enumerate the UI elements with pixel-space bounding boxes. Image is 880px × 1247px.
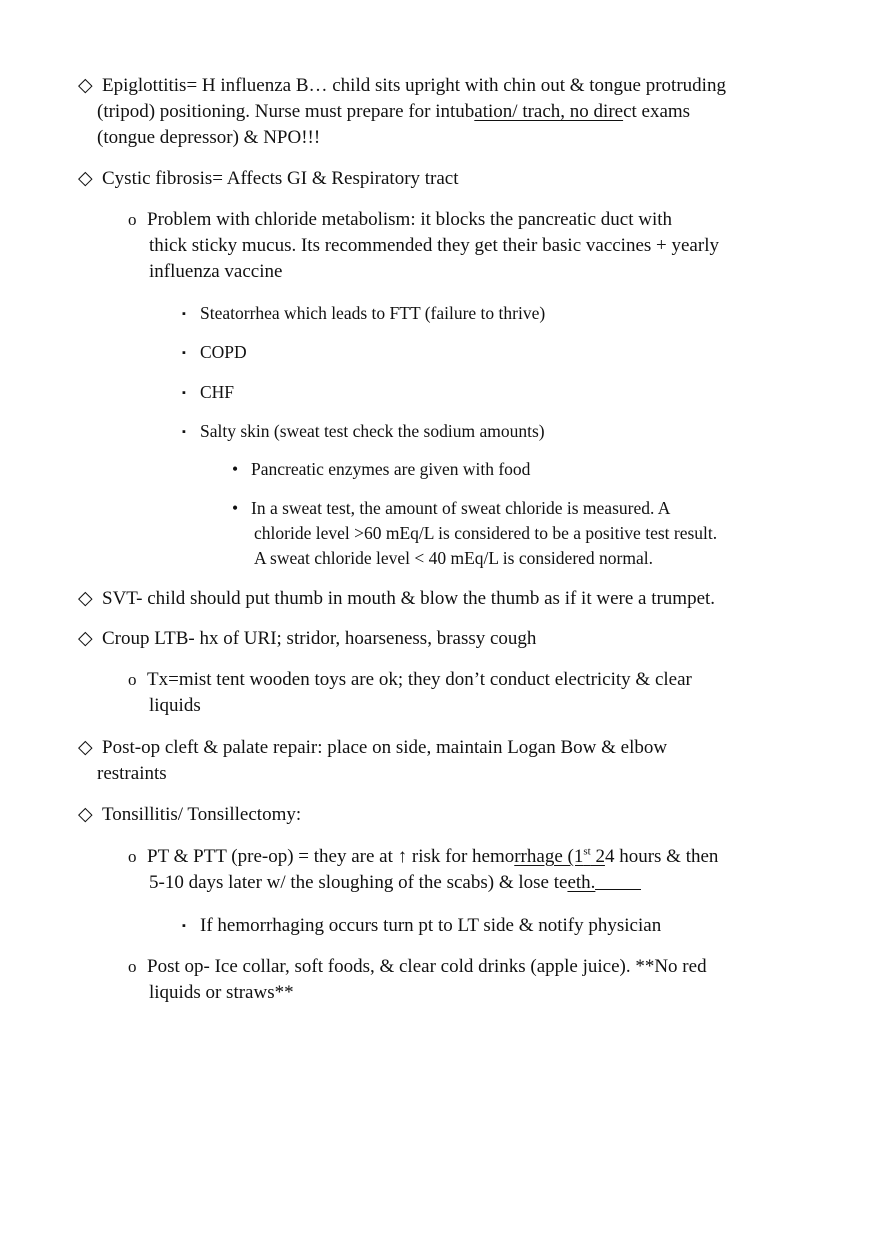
- circle-bullet-icon: o: [128, 210, 137, 229]
- circle-bullet-icon: o: [128, 957, 137, 976]
- circle-bullet-icon: o: [128, 670, 137, 689]
- cf-item-chf: ▪ CHF: [182, 379, 234, 406]
- cf-item-salty-skin: ▪ Salty skin (sweat test check the sodium amounts): [182, 418, 545, 445]
- dot-bullet-icon: •: [232, 459, 239, 479]
- tonsil-hemorrhage-item: ▪ If hemorrhaging occurs turn pt to LT side & notify physician: [182, 912, 661, 939]
- cf-chloride-item: o Problem with chloride metabolism: it blocks the pancreatic duct with thick sticky mucus. Its recommended they get their basic vaccines + yearly influenza vaccine: [128, 209, 719, 282]
- diamond-bullet-icon: ◇: [78, 628, 93, 649]
- dot-bullet-icon: •: [232, 498, 239, 518]
- cf-sweat-test-item: • In a sweat test, the amount of sweat chloride is measured. A chloride level >60 mEq/L is considered to be a positive test result. A sweat chloride level < 40 mEq/L is considered normal.: [232, 498, 718, 568]
- epiglottitis-item: [78, 73, 726, 151]
- cf-enzymes-item: • Pancreatic enzymes are given with food: [232, 457, 530, 482]
- square-bullet-icon: ▪: [182, 920, 186, 932]
- epiglottitis-line2: (tripod) positioning. Nurse must prepare for intubation/ trach, no direct exams: [97, 101, 691, 122]
- epiglottitis-line3: (tongue depressor) & NPO!!!: [97, 127, 321, 148]
- croup-heading: ◇ Croup LTB- hx of URI; stridor, hoarseness, brassy cough: [78, 626, 536, 652]
- diamond-bullet-icon: ◇: [78, 75, 93, 96]
- square-bullet-icon: ▪: [182, 387, 186, 399]
- cf-item-copd: ▪ COPD: [182, 339, 247, 366]
- diamond-bullet-icon: ◇: [78, 804, 93, 825]
- cystic-fibrosis-heading: ◇ Cystic fibrosis= Affects GI & Respiratory tract: [78, 166, 459, 192]
- svt-item: ◇ SVT- child should put thumb in mouth & blow the thumb as if it were a trumpet.: [78, 586, 715, 612]
- tonsil-heading: ◇ Tonsillitis/ Tonsillectomy:: [78, 802, 301, 828]
- underline-blank: [595, 871, 641, 890]
- circle-bullet-icon: o: [128, 847, 137, 866]
- cf-item-steatorrhea: ▪ Steatorrhea which leads to FTT (failure to thrive): [182, 300, 545, 327]
- cleft-item: ◇ Post-op cleft & palate repair: place on side, maintain Logan Bow & elbow restraints: [78, 737, 668, 784]
- square-bullet-icon: ▪: [182, 426, 186, 438]
- epiglottitis-line1: Epiglottitis= H influenza B… child sits upright with chin out & tongue protruding: [102, 75, 726, 96]
- tonsil-postop-item: o Post op- Ice collar, soft foods, & clear cold drinks (apple juice). **No red liquids or straws**: [128, 956, 707, 1003]
- croup-tx-item: o Tx=mist tent wooden toys are ok; they don’t conduct electricity & clear liquids: [128, 669, 692, 716]
- diamond-bullet-icon: ◇: [78, 168, 93, 189]
- diamond-bullet-icon: ◇: [78, 588, 93, 609]
- diamond-bullet-icon: ◇: [78, 737, 93, 758]
- square-bullet-icon: ▪: [182, 308, 186, 320]
- square-bullet-icon: ▪: [182, 347, 186, 359]
- tonsil-pt-ptt-item: o PT & PTT (pre-op) = they are at ↑ risk for hemorrhage (1st 24 hours & then 5-10 days later w/ the sloughing of the scabs) & lose teeth.: [128, 845, 719, 893]
